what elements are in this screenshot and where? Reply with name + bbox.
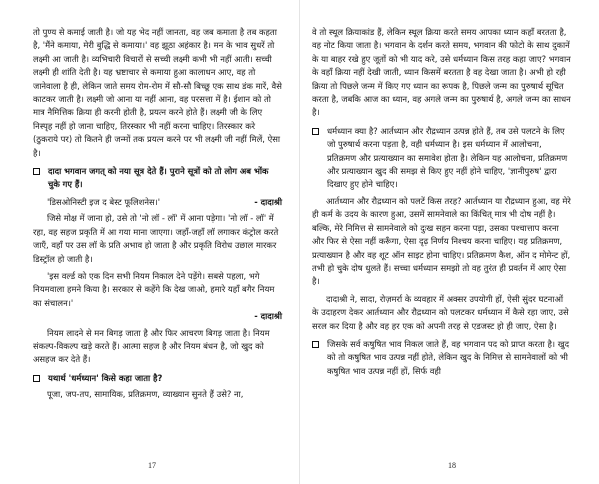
question-text: यथार्थ 'धर्मध्यान' किसे कहा जाता है?	[48, 372, 163, 383]
quote-2-text: 'इस वर्ल्ड को एक दिन सभी नियम निकाल देने पड़ेंगे। सबसे पहला, भगे नियमवाला हमने किया है। सरकार से कहेंगे कि देख जाओ, हमारे यहाँ बगैर नियम का संचालन।'	[33, 270, 275, 308]
page-number: 17	[148, 461, 156, 470]
question-text: जिसके सर्व कषुषित भाव निकल जाते हैं, वह भगवान पद को प्राप्त करता है। खुद को तो कषुषित भाव उत्पन्न नहीं होते, लेकिन खुद के निमित्त से सामनेवालों को भी कषुषित भाव उत्पन्न नहीं हों, सिर्फ वही	[327, 338, 570, 376]
left-paragraph-1: तो पुण्य से कमाई जाती है। जो यह भेद नहीं जानता, वह जब कमाता है तब कहता है, 'मैंने कमाया, मेरी बुद्धि से कमाया।' वह झूठा अहंकार है। मन के भाव सुधरें तो लक्ष्मी आ जाती है। व्यभिचारी विचारों से सच्ची लक्ष्मी कभी भी नहीं आती। सच्ची लक्ष्मी ही शांति देती है। यह भ्रष्टाचार से कमाया हुआ कालाधन आए, वह तो जानेवाला है ही, लेकिन जाते समय रोम-रोम में सौ-सौ बिच्छू एक साथ डंक मारें, वैसे काटकर जाती है। लक्ष्मी जो आना या नहीं आना, वह परसत्ता में है। ईशान को तो मात्र नैमित्तिक क्रिया ही करनी होती है, प्रयत्न करने होते हैं। लक्ष्मी जी के लिए निस्पृह नहीं हो जाना चाहिए, तिरस्कार भी नहीं करना चाहिए। तिरस्कार करे (ठुकराये पर) तो कितने ही जन्मों तक प्रयत्न करने पर भी लक्ष्मी जी नहीं मिलें, ऐसा है।	[33, 27, 282, 158]
right-page	[300, 0, 599, 484]
right-question-2	[312, 338, 571, 378]
checkbox-bullet-icon	[33, 375, 40, 382]
right-paragraph-1: वे तो स्थूल क्रियाकांड हैं, लेकिन स्थूल क्रिया करते समय आपका ध्यान कहाँ बरतता है, वह नोट किया जाता है। भगवान के दर्शन करते समय, भगवान की फोटो के साथ दुकानें के या बाहर रखे हुए जूतों को भी याद करे, उसे धर्मध्यान किस तरह कहा जाए? भगवान के वहाँ क्रिया नहीं देखी जाती, ध्यान किसमें बरतता है वह देखा जाता है। अभी हो रही क्रिया तो पिछले जन्म में किए गए ध्यान का रूपक है, पिछले जन्म का पुरुषार्थ सूचित करता है, जबकि आज का ध्यान, वह अगले जन्म का पुरुषार्थ है, अगले जन्म का साधन है।	[312, 27, 571, 118]
left-question-1	[33, 165, 282, 192]
quote-text: 'डिसओनिस्टी इज द बेस्ट फूलिशनेस।'	[47, 196, 161, 207]
question-text: दादा भगवान जगत् को नया सूत्र देते हैं। पुराने सूत्रों को तो लोग अब भोंक चुके गए हैं।	[48, 166, 269, 190]
quote-2-attribution-line	[33, 310, 282, 323]
quote-attribution: - दादाश्री	[254, 196, 282, 207]
right-paragraph-3: दादाश्री ने, सादा, रोज़मर्रा के व्यवहार में अक्सर उपयोगी हों, ऐसी सुंदर घटनाओं के उदाहरण देकर आर्तध्यान और रौद्रध्यान को पलटकर धर्मध्यान में कैसे रहा जाए, उसे सरल कर दिया है और वह हर एक को अपनी तरह से एडजस्ट हो ही जाए, ऐसा है।	[312, 293, 569, 331]
checkbox-bullet-icon	[312, 341, 319, 348]
question-text: धर्मध्यान क्या है? आर्तध्यान और रौद्रध्यान उत्पन्न होते हैं, तब उसे पलटने के लिए जो पुरुषार्थ करना पड़ता है, वही धर्मध्यान है। इस धर्मध्यान में आलोचना, प्रतिक्रमण और प्रत्याख्यान का समावेश होता है। लेकिन यह आलोचना, प्रतिक्रमण और प्रत्याख्यान खुद की समझ से किए हुए नहीं होने चाहिए, 'ज्ञानीपुरुष' द्वारा दिखाए हुए होने चाहिए।	[327, 125, 568, 190]
left-question-2	[33, 372, 282, 385]
checkbox-bullet-icon	[312, 128, 319, 135]
left-paragraph-4: पूजा, जप-तप, सामायिक, प्रतिक्रमण, व्याख्यान सुनते हैं उसे? ना,	[47, 389, 244, 400]
page-number: 18	[448, 461, 456, 470]
quote-1	[33, 196, 282, 209]
left-paragraph-3: नियम लादने से मन बिगड़ जाता है और फिर आचरण बिगड़ जाता है। नियम संकल्प-विकल्प खड़े करते हैं। आत्मा सहज है और नियम बंधन है, जो खुद को असहज कर देते हैं।	[33, 327, 270, 365]
quote-attribution: - दादाश्री	[254, 311, 282, 322]
checkbox-bullet-icon	[33, 168, 40, 175]
right-question-1	[312, 125, 571, 192]
left-paragraph-2: जिसे मोक्ष में जाना हो, उसे तो 'नो लॉ - लॉ' में आना पड़ेगा। 'नो लॉ - लॉ' में रहा, वह सहज प्रकृति में आ गया माना जाएगा। जहाँ-जहाँ लॉ लगाकर कंट्रोल करते जाएँ, वहाँ पर उस लॉ के प्रति अभाव हो जाता है और प्रकृति विरोध उछाल मारकर डिस्ट्रॉल हो जाती है।	[33, 213, 279, 264]
right-paragraph-2: आर्तध्यान और रौद्रध्यान को पलटें किस तरह? आर्तध्यान या रौद्रध्यान हुआ, वह मेरे ही कर्म के उदय के कारण हुआ, उसमें सामनेवाले का किंचित् मात्र भी दोष नहीं है। बल्कि, मेरे निमित्त से सामनेवाले को दुःख सहन करना पड़ा, उसका पश्चात्ताप करना और फिर से ऐसा नहीं करूँगा, ऐसा दृढ़ निर्णय निश्चय करना चाहिए। यह प्रतिक्रमण, प्रत्याख्यान है और वह शूट ऑन साइट होना चाहिए। प्रतिक्रमण कैश, ऑन द मोमेन्ट हों, तभी हो चुके दोष धुलते हैं। सच्चा धर्मध्यान समझो तो वह तुरंत ही प्रवर्तन में आए ऐसा है।	[312, 195, 571, 287]
